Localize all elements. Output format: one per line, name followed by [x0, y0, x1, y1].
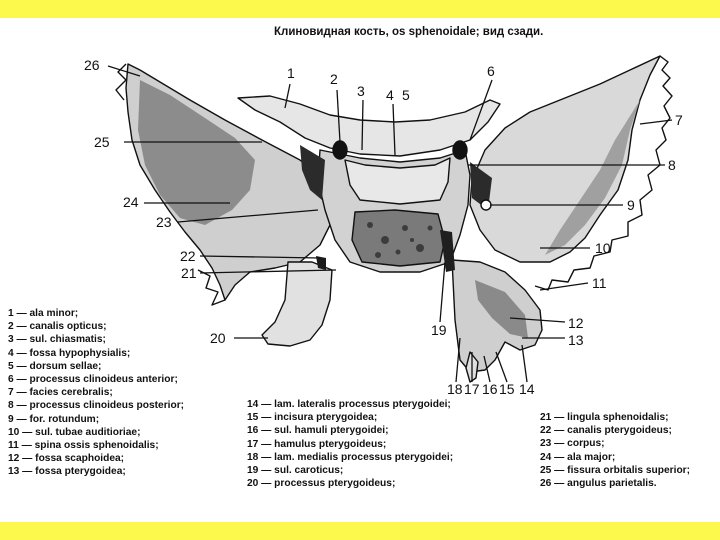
callout-7: 7: [675, 112, 683, 128]
legend-item: 6 — processus clinoideus anterior;: [8, 373, 178, 385]
legend-item: 17 — hamulus pterygoideus;: [247, 438, 387, 450]
sinus-opening: [352, 210, 445, 266]
callout-19: 19: [431, 322, 447, 338]
callout-8: 8: [668, 157, 676, 173]
callout-12: 12: [568, 315, 584, 331]
callout-24: 24: [123, 194, 139, 210]
callout-3: 3: [357, 83, 365, 99]
legend-item: 25 — fissura orbitalis superior;: [540, 464, 691, 476]
legend-item: 24 — ala major;: [540, 451, 616, 463]
callout-18: 18: [447, 381, 463, 397]
callout-13: 13: [568, 332, 584, 348]
callout-23: 23: [156, 214, 172, 230]
legend-item: 18 — lam. medialis processus pterygoidei;: [247, 451, 454, 463]
legend-item: 15 — incisura pterygoidea;: [247, 412, 378, 424]
callout-16: 16: [482, 381, 498, 397]
legend-item: 1 — ala minor;: [8, 308, 79, 319]
optic-canal-right: [453, 141, 467, 159]
legend-item: 2 — canalis opticus;: [8, 321, 107, 333]
callout-4: 4: [386, 87, 394, 103]
legend-column-1: [8, 307, 184, 478]
legend-item: 13 — fossa pterygoidea;: [8, 466, 126, 478]
legend-column-2: [247, 398, 453, 490]
callout-25: 25: [94, 134, 110, 150]
legend-item: 26 — angulus parietalis.: [540, 477, 657, 489]
callout-1: 1: [287, 65, 295, 81]
callout-21: 21: [181, 265, 197, 281]
callout-17: 17: [464, 381, 480, 397]
legend-item: 5 — dorsum sellae;: [8, 360, 102, 372]
callout-14: 14: [519, 381, 535, 397]
legend-item: 3 — sul. chiasmatis;: [8, 334, 106, 346]
callout-9: 9: [627, 197, 635, 213]
callout-22: 22: [180, 248, 196, 264]
legend-item: 14 — lam. lateralis processus pterygoidei;: [247, 399, 451, 410]
legend-item: 10 — sul. tubae auditioriae;: [8, 426, 141, 438]
legend-item: 11 — spina ossis sphenoidalis;: [8, 439, 159, 451]
callout-26: 26: [84, 57, 100, 73]
legend-column-3: [540, 411, 690, 490]
legend-item: 22 — canalis pterygoideus;: [540, 425, 672, 437]
processus-pterygoideus-left: [262, 262, 332, 346]
legend-item: 8 — processus clinoideus posterior;: [8, 400, 185, 412]
legend-item: 7 — facies cerebralis;: [8, 387, 113, 399]
callout-2: 2: [330, 71, 338, 87]
legend-item: 23 — corpus;: [540, 438, 605, 450]
legend-item: 4 — fossa hypophysialis;: [8, 347, 131, 359]
legend-item: 21 — lingula sphenoidalis;: [540, 412, 669, 423]
figure-title: Клиновидная кость, os sphenoidale; вид сзади.: [274, 26, 544, 38]
callout-15: 15: [499, 381, 515, 397]
bone-illustration: [116, 56, 672, 382]
callout-10: 10: [595, 240, 611, 256]
legend-item: 20 — processus pterygoideus;: [247, 478, 396, 490]
legend-item: 9 — for. rotundum;: [8, 413, 100, 425]
legend-item: 16 — sul. hamuli pterygoidei;: [247, 425, 389, 437]
callout-6: 6: [487, 63, 495, 79]
callout-20: 20: [210, 330, 226, 346]
foramen-rotundum: [481, 200, 491, 210]
callout-11: 11: [592, 275, 607, 291]
legend-item: 12 — fossa scaphoidea;: [8, 453, 125, 465]
legend-item: 19 — sul. caroticus;: [247, 464, 344, 476]
optic-canal-left: [333, 141, 347, 159]
callout-5: 5: [402, 87, 410, 103]
